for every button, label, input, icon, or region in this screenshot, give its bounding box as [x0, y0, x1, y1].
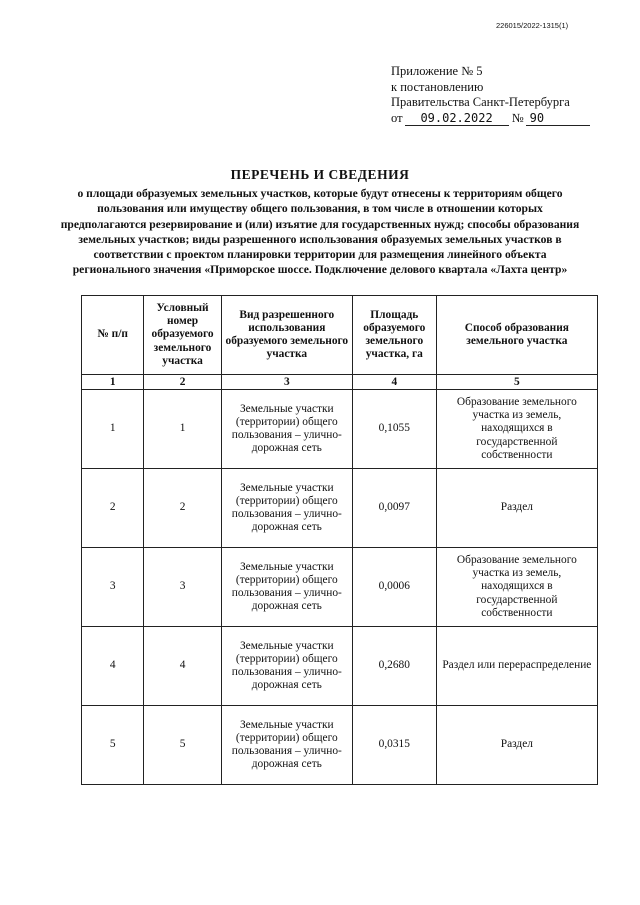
plot-number: 3 [144, 548, 221, 627]
number-prefix: № [511, 110, 524, 125]
document-subtitle: о площади образуемых земельных участков, которые будут отнесены к территориям общего пользования или имуществу общего пользования, в том числе в отношении которых предполагаются резервирование и (или) изъятие для государственных нужд; способы образования земельных участков; виды разрешенного использования образуемых земельных участков в соответствии с проектом планировки территории для размещения линейного объекта регионального значения «Приморское шоссе. Подключение делового квартала «Лахта центр» [60, 187, 580, 277]
column-numbers-row [82, 375, 598, 390]
row-number: 1 [82, 390, 144, 469]
column-number: 3 [221, 375, 352, 390]
appendix-line-2: к постановлению [391, 79, 484, 94]
row-number: 2 [82, 469, 144, 548]
header-permitted-use: Вид разрешенного использования образуемого земельного участка [221, 296, 352, 375]
column-number: 2 [144, 375, 221, 390]
document-id: 226015/2022-1315(1) [496, 21, 569, 30]
table-row [82, 548, 598, 627]
document-heading [60, 167, 580, 278]
appendix-block [391, 64, 591, 126]
permitted-use: Земельные участки (территории) общего пользования – улично-дорожная сеть [221, 469, 352, 548]
document-title: ПЕРЕЧЕНЬ И СВЕДЕНИЯ [230, 167, 410, 182]
resolution-number: 90 [526, 112, 590, 126]
header-formation-method: Способ образования земельного участка [436, 296, 597, 375]
row-number: 3 [82, 548, 144, 627]
permitted-use: Земельные участки (территории) общего пользования – улично-дорожная сеть [221, 548, 352, 627]
formation-method: Раздел или перераспределение [436, 627, 597, 706]
row-number: 5 [82, 706, 144, 785]
permitted-use: Земельные участки (территории) общего пользования – улично-дорожная сеть [221, 390, 352, 469]
resolution-date: 09.02.2022 [405, 112, 509, 126]
plot-number: 4 [144, 627, 221, 706]
plot-area: 0,2680 [352, 627, 436, 706]
date-prefix: от [391, 110, 403, 125]
column-number: 1 [82, 375, 144, 390]
table-header-row [82, 296, 598, 375]
column-number: 4 [352, 375, 436, 390]
formation-method: Образование земельного участка из земель, находящихся в государственной собственности [436, 390, 597, 469]
table-row [82, 627, 598, 706]
formation-method: Раздел [436, 706, 597, 785]
plot-number: 1 [144, 390, 221, 469]
table-row [82, 706, 598, 785]
plot-area: 0,0006 [352, 548, 436, 627]
header-number: № п/п [82, 296, 144, 375]
plot-number: 2 [144, 469, 221, 548]
column-number: 5 [436, 375, 597, 390]
appendix-date-line [391, 111, 591, 127]
formation-method: Раздел [436, 469, 597, 548]
permitted-use: Земельные участки (территории) общего пользования – улично-дорожная сеть [221, 706, 352, 785]
plot-area: 0,0097 [352, 469, 436, 548]
header-area: Площадь образуемого земельного участка, га [352, 296, 436, 375]
header-plot-number: Условный номер образуемого земельного участка [144, 296, 221, 375]
table-row [82, 390, 598, 469]
permitted-use: Земельные участки (территории) общего пользования – улично-дорожная сеть [221, 627, 352, 706]
plot-number: 5 [144, 706, 221, 785]
table-row [82, 469, 598, 548]
appendix-line-1: Приложение № 5 [391, 64, 483, 78]
appendix-line-3: Правительства Санкт-Петербурга [391, 95, 570, 109]
plot-area: 0,0315 [352, 706, 436, 785]
land-plots-table [81, 295, 598, 785]
plot-area: 0,1055 [352, 390, 436, 469]
row-number: 4 [82, 627, 144, 706]
formation-method: Образование земельного участка из земель, находящихся в государственной собственности [436, 548, 597, 627]
